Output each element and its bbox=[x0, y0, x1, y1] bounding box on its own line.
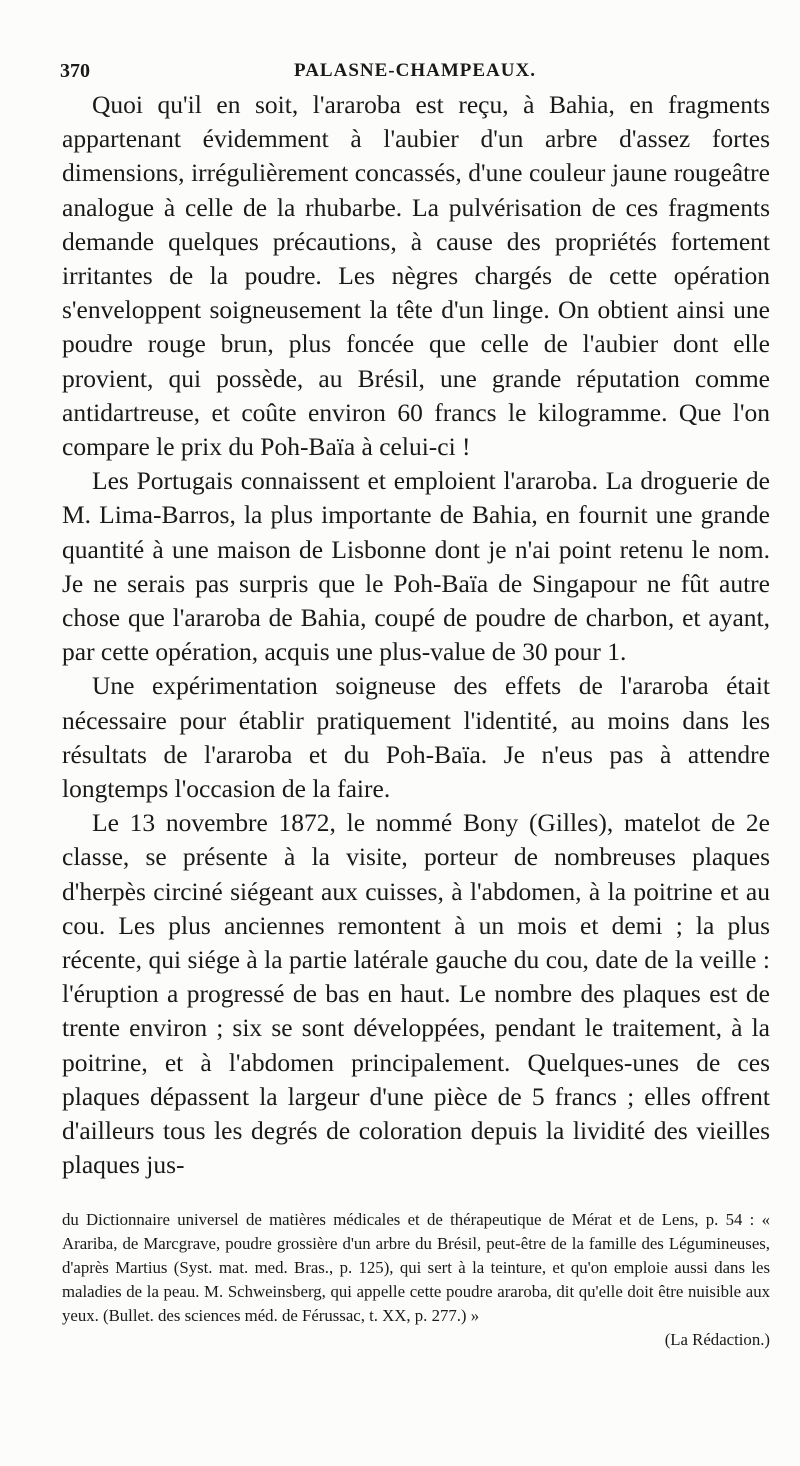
running-title: PALASNE-CHAMPEAUX. bbox=[294, 60, 536, 81]
paragraph: Une expérimentation soigneuse des effets de l'araroba était nécessaire pour établir pratiquement l'identité, au moins dans les résultats de l'araroba et du Poh-Baïa. Je n'eus pas à attendre longtemps l'occasion de la faire. bbox=[62, 671, 770, 804]
body-text bbox=[62, 88, 770, 1183]
page-header bbox=[60, 50, 770, 86]
footnote bbox=[62, 1208, 770, 1352]
paragraph: Le 13 novembre 1872, le nommé Bony (Gilles), matelot de 2e classe, se présente à la visite, porteur de nombreuses plaques d'herpès circiné siégeant aux cuisses, à l'abdomen, à la poitrine et au cou. Les plus anciennes remontent à un mois et demi ; la plus récente, qui siége à la partie latérale gauche du cou, date de la veille : l'éruption a progressé de bas en haut. Le nombre des plaques est de trente environ ; six se sont développées, pendant le traitement, à la poitrine, et à l'abdomen principalement. Quelques-unes de ces plaques dépassent la largeur d'une pièce de 5 francs ; elles offrent d'ailleurs tous les degrés de coloration depuis la lividité des vieilles plaques jus- bbox=[62, 808, 770, 1180]
paragraph: Les Portugais connaissent et emploient l'araroba. La droguerie de M. Lima-Barros, la plus importante de Bahia, en fournit une grande quantité à une maison de Lisbonne dont je n'ai point retenu le nom. Je ne serais pas surpris que le Poh-Baïa de Singapour ne fût autre chose que l'araroba de Bahia, coupé de poudre de charbon, et ayant, par cette opération, acquis une plus-value de 30 pour 1. bbox=[62, 466, 770, 667]
paragraph: Quoi qu'il en soit, l'araroba est reçu, à Bahia, en fragments appartenant évidemment à l'aubier d'un arbre d'assez fortes dimensions, irrégulièrement concassés, d'une couleur jaune rougeâtre analogue à celle de la rhubarbe. La pulvérisation de ces fragments demande quelques précautions, à cause des propriétés fortement irritantes de la poudre. Les nègres chargés de cette opération s'enveloppent soigneusement la tête d'un linge. On obtient ainsi une poudre rouge brun, plus foncée que celle de l'aubier dont elle provient, qui possède, au Brésil, une grande réputation comme antidartreuse, et coûte environ 60 francs le kilogramme. Que l'on compare le prix du Poh-Baïa à celui-ci ! bbox=[62, 90, 770, 462]
page-number: 370 bbox=[60, 60, 90, 82]
footnote-text: du Dictionnaire universel de matières médicales et de thérapeutique de Mérat et de Lens, p. 54 : « Arariba, de Marcgrave, poudre grossière d'un arbre du Brésil, peut-être de la famille des Légumineuses, d'après Martius (Syst. mat. med. Bras., p. 125), qui sert à la teinture, et qu'on emploie aussi dans les maladies de la peau. M. Schweinsberg, qui appelle cette poudre araroba, dit qu'elle doit être nuisible aux yeux. (Bullet. des sciences méd. de Férussac, t. XX, p. 277.) » bbox=[62, 1210, 770, 1325]
footnote-signature: (La Rédaction.) bbox=[664, 1330, 770, 1349]
